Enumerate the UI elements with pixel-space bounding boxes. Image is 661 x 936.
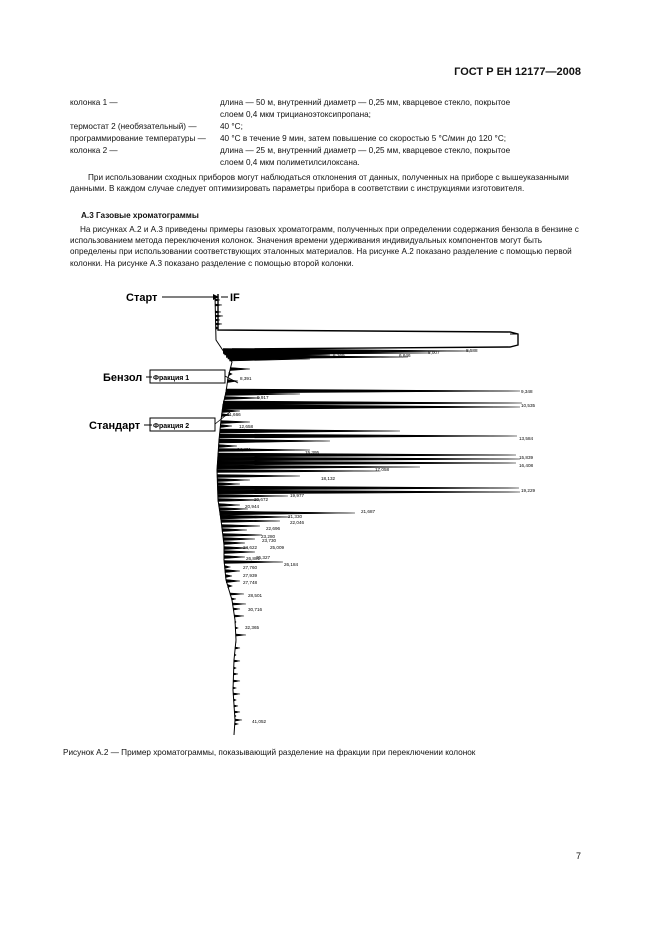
chromatogram-peak bbox=[223, 405, 520, 410]
chromatogram-peak bbox=[236, 634, 246, 636]
peak-retention-label: 27,760 bbox=[243, 565, 258, 570]
condition-value-thermostat: 40 °С; bbox=[220, 122, 243, 131]
chromatogram-peak bbox=[234, 699, 236, 701]
condition-value-column2-line1: длина — 25 м, внутренний диаметр — 0,25 мм, кварцевое стекло, покрытое bbox=[220, 146, 511, 155]
chromatogram-peak bbox=[233, 680, 240, 682]
chromatogram-peak bbox=[225, 566, 230, 569]
chromatogram-peak bbox=[219, 439, 330, 443]
peak-retention-label: 15,395 bbox=[305, 450, 320, 455]
fraction1-label: Фракция 1 bbox=[153, 375, 190, 382]
document-header: ГОСТ Р ЕН 12177—2008 bbox=[454, 66, 581, 78]
peak-retention-label: 24,622 bbox=[243, 545, 258, 550]
chromatogram-peak bbox=[218, 495, 288, 498]
chromatogram-peak bbox=[217, 465, 420, 469]
chromatogram-peak bbox=[233, 687, 236, 689]
chromatogram-peak bbox=[225, 397, 260, 400]
chromatogram-peak bbox=[235, 647, 240, 649]
fraction2-label: Фракция 2 bbox=[153, 423, 190, 430]
chromatogram-peak bbox=[233, 608, 240, 610]
chromatogram-peak bbox=[217, 479, 250, 482]
chromatogram-peak bbox=[235, 715, 236, 717]
peak-retention-label: 26,184 bbox=[284, 562, 299, 567]
peak-retention-label: 18,132 bbox=[321, 476, 336, 481]
chromatogram-peak bbox=[218, 486, 519, 490]
chromatogram-peak bbox=[226, 580, 240, 583]
chromatogram-peak bbox=[234, 615, 244, 617]
chromatogram-peak bbox=[217, 475, 300, 478]
if-detector-trace bbox=[218, 294, 518, 349]
peak-retention-label: 6,646 bbox=[399, 353, 411, 358]
peak-retention-label: 8,588 bbox=[466, 348, 478, 353]
peak-retention-label: 22,046 bbox=[290, 520, 305, 525]
peak-retention-label: 6,169 bbox=[333, 353, 345, 358]
chromatogram-peak bbox=[216, 319, 220, 321]
chromatogram-peak bbox=[235, 719, 242, 721]
chromatogram-peak bbox=[217, 461, 516, 465]
peak-retention-label: 22,696 bbox=[266, 526, 281, 531]
peak-retention-label: 32,365 bbox=[245, 625, 260, 630]
chromatogram-peak bbox=[219, 508, 248, 511]
chromatogram-annotations bbox=[89, 292, 518, 432]
chromatogram-peak bbox=[224, 542, 245, 545]
section-title: А.3 Газовые хроматограммы bbox=[81, 211, 199, 220]
chromatogram-peak bbox=[223, 534, 262, 537]
peak-retention-label: 25,009 bbox=[270, 545, 285, 550]
peak-retention-label: 27,939 bbox=[243, 573, 258, 578]
condition-label-column2: колонка 2 — bbox=[70, 146, 118, 155]
chromatogram-peak bbox=[221, 520, 280, 523]
chromatogram-peak bbox=[218, 453, 516, 457]
peak-retention-label: 10,535 bbox=[521, 403, 536, 408]
peak-retention-label: 17,058 bbox=[375, 467, 390, 472]
peak-retention-label: 23,730 bbox=[262, 538, 277, 543]
figure-caption: Рисунок А.2 — Пример хроматограммы, показывающий разделение на фракции при переключении колонок bbox=[63, 748, 476, 757]
chromatogram-peak bbox=[234, 673, 238, 675]
peak-retention-label: 12,658 bbox=[239, 424, 254, 429]
if-label: IF bbox=[230, 292, 240, 304]
chromatogram-peak bbox=[230, 593, 244, 595]
chromatogram-peak bbox=[215, 311, 221, 313]
chromatogram-peak bbox=[220, 429, 400, 433]
peak-retention-label: 19,229 bbox=[521, 488, 536, 493]
chromatogram-peak bbox=[215, 315, 223, 317]
condition-value-column1-line2: слоем 0,4 мкм трицианоэтоксипропана; bbox=[220, 110, 371, 119]
chromatogram-peak bbox=[226, 389, 520, 393]
condition-label-thermostat: термостат 2 (необязательный) — bbox=[70, 122, 197, 131]
peak-retention-label: 21,330 bbox=[288, 514, 303, 519]
chromatogram-peak bbox=[221, 515, 290, 519]
start-label: Старт bbox=[126, 292, 158, 304]
chromatogram-peak bbox=[229, 373, 232, 376]
standard-label: Стандарт bbox=[89, 420, 141, 432]
peak-retention-label: 25,327 bbox=[256, 555, 271, 560]
chromatogram-peak bbox=[235, 627, 238, 629]
chromatogram-peak bbox=[220, 425, 232, 428]
chromatogram-peak bbox=[226, 575, 232, 578]
paragraph-chromatograms: На рисунках А.2 и А.3 приведены примеры газовых хроматограмм, полученных при определении содержания бензола в бензине с использованием метода переключения колонок. Значения времени удерживания индивидуальных компонентов могут быть определены при использовании соответствующих эталонных материалов. На рисунке А.2 показано разделение с помощью первой колонки. На рисунке А.3 показано разделение с помощью второй колонки. bbox=[70, 225, 579, 268]
peak-retention-label: 11,666 bbox=[227, 412, 241, 417]
condition-label-temperature-program: программирование температуры — bbox=[70, 134, 206, 143]
peak-retention-label: 26,801 bbox=[246, 556, 261, 561]
chromatogram-peak bbox=[215, 304, 222, 306]
chromatogram-peak bbox=[215, 299, 220, 301]
peak-retention-label: 27,748 bbox=[243, 580, 258, 585]
peak-retention-label: 30,716 bbox=[248, 607, 263, 612]
chromatogram-peak bbox=[233, 693, 240, 695]
chromatogram-peak bbox=[223, 401, 522, 405]
peak-retention-label: 8,391 bbox=[240, 376, 252, 381]
peak-retention-label: 19,977 bbox=[290, 493, 305, 498]
chromatogram-peak bbox=[232, 598, 236, 600]
peak-retention-label: 16,408 bbox=[519, 463, 534, 468]
chromatogram-peak bbox=[235, 723, 238, 725]
chromatogram-peak bbox=[228, 585, 232, 588]
peak-retention-label: 41,052 bbox=[252, 719, 267, 724]
page-number: 7 bbox=[576, 851, 582, 861]
chromatogram-peak bbox=[224, 551, 255, 554]
chromatogram-peak bbox=[216, 323, 222, 325]
condition-label-column1: колонка 1 — bbox=[70, 98, 118, 107]
chromatogram-peak bbox=[222, 529, 247, 532]
chromatogram-peak bbox=[235, 654, 237, 656]
peak-retention-label: 8,007 bbox=[428, 350, 440, 355]
peak-retention-label: 9,348 bbox=[521, 389, 533, 394]
peak-retention-label: 21,687 bbox=[361, 509, 376, 514]
paragraph-deviations: При использовании сходных приборов могут наблюдаться отклонения от данных, полученных на приборе с вышеуказанными данными. В каждом случае следует оптимизировать параметры прибора в соответствии с инструкциями изготовителя. bbox=[70, 173, 569, 194]
chromatogram-peak bbox=[219, 445, 237, 448]
chromatogram-peak bbox=[217, 470, 380, 473]
chromatogram-peak bbox=[217, 483, 240, 486]
peak-retention-label: 13,584 bbox=[519, 436, 534, 441]
peak-retention-label: 28,501 bbox=[248, 593, 263, 598]
condition-value-column1-line1: длина — 50 м, внутренний диаметр — 0,25 мм, кварцевое стекло, покрытое bbox=[220, 98, 511, 107]
chromatogram-peak bbox=[222, 525, 260, 528]
benzol-label: Бензол bbox=[103, 372, 143, 384]
chromatogram-peak bbox=[224, 556, 245, 559]
chromatogram-peak bbox=[233, 603, 246, 605]
chromatogram-peak bbox=[234, 705, 238, 707]
chromatogram-peak bbox=[218, 490, 520, 494]
chromatogram-peak bbox=[225, 570, 240, 573]
peak-retention-label: 9,917 bbox=[257, 395, 269, 400]
chromatogram-peak bbox=[223, 538, 255, 541]
peak-retention-label: 14,491 bbox=[237, 447, 252, 452]
condition-value-column2-line2: слоем 0,4 мкм полиметилсилоксана. bbox=[220, 158, 360, 167]
peak-retention-label: 15,839 bbox=[519, 455, 534, 460]
chromatogram-peak bbox=[219, 434, 517, 438]
chromatogram-peak bbox=[230, 368, 250, 371]
peak-retention-label: 5,465 bbox=[265, 353, 277, 358]
chromatogram-peak bbox=[218, 449, 310, 452]
peak-retention-label: 23,280 bbox=[261, 534, 276, 539]
peak-retention-label: 20,944 bbox=[245, 504, 260, 509]
condition-value-temperature-program: 40 °С в течение 9 мин, затем повышение со скоростью 5 °С/мин до 120 °С; bbox=[220, 134, 507, 143]
chromatogram-peak bbox=[219, 504, 240, 507]
peak-retention-label: 20,672 bbox=[254, 497, 269, 502]
chromatogram-peak bbox=[234, 667, 236, 669]
chromatogram-peak bbox=[234, 711, 240, 713]
chromatogram-peak bbox=[218, 457, 520, 461]
chromatogram-peak bbox=[235, 621, 236, 623]
chromatogram-peak bbox=[234, 660, 240, 662]
